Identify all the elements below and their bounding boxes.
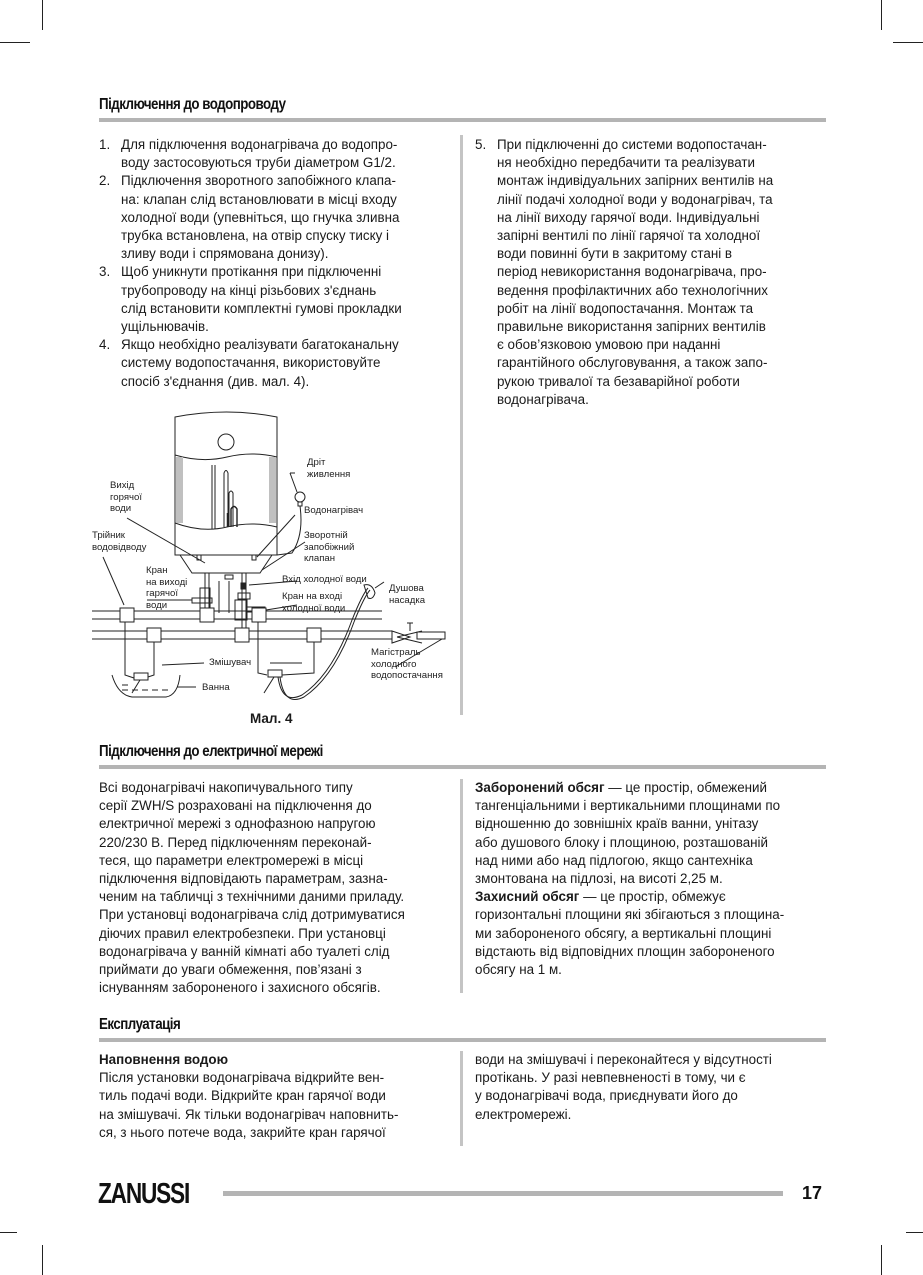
column-divider — [460, 779, 463, 993]
step-3: 3. Щоб уникнути протікання при підключенні трубопроводу на кінці різьбових з'єднань слід встановити комплектні гумові прокладки ущільнювачів. — [99, 264, 402, 335]
label-check-valve: Зворотній запобіжний клапан — [304, 530, 355, 564]
section-rule — [99, 765, 826, 769]
figure-caption: Мал. 4 — [250, 711, 293, 726]
step-1: 1. Для підключення водонагрівача до водопро- воду застосовуються труби діаметром G1/2. — [99, 137, 398, 171]
label-mixer: Змішувач — [209, 657, 252, 668]
column-divider — [460, 1051, 463, 1146]
crop-mark — [893, 42, 923, 43]
column-divider — [460, 135, 463, 715]
crop-mark — [0, 42, 30, 43]
label-shower: Душова насадка — [389, 583, 426, 606]
water-steps-left — [99, 136, 454, 391]
footer-rule — [223, 1191, 783, 1196]
operation-left-text: Наповнення водою Після установки водонагрівача відкрийте вен- тиль подачі води. Відкрийте кран гарячої води на змішувачі. Як тільки водонагрівач наповнить- ся, з нього потече вода, закрийте кран гарячої — [99, 1051, 454, 1142]
crop-mark — [906, 1232, 923, 1233]
forbidden-volume-definition: Заборонений обсяг — це простір, обмежений — [475, 780, 768, 795]
electric-left-text: Всі водонагрівачі накопичувального типу серії ZWH/S розраховані на підключення до електричної мережі з однофазною напругою 220/230 В. Перед підключенням переконай- теся, що параметри електромережі в місці підключення відповідають параметрам, зазна- ченим на табличці з технічними даними приладу. При установці водонагрівача слід дотримуватися діючих правил електробезпеки. При установці водонагрівача у ванній кімнаті або туалеті слід приймати до уваги обмеження, пов’язані з існуванням забороненого і захисного обсягів. — [99, 780, 405, 996]
label-power-wire: Дріт живлення — [307, 457, 351, 480]
crop-mark — [42, 0, 43, 30]
label-heater: Водонагрівач — [304, 505, 364, 516]
step-4: 4. Якщо необхідно реалізувати багатоканальну систему водопостачання, використовуйте спосіб з'єднання (див. мал. 4). — [99, 337, 399, 389]
operation-right-text: води на змішувачі і переконайтеся у відсутності протікань. У разі невпевненості в тому, чи є у водонагрівачі вода, приєднувати його до електромережі. — [475, 1052, 772, 1122]
water-heater-connection-diagram — [92, 405, 457, 705]
step-2: 2. Підключення зворотного запобіжного клапа- на: клапан слід встановлювати в місці входу холодної води (упевніться, що гнучка зливна трубка встановлена, на отвір спуску тиску і зливу води і спрямована донизу). — [99, 173, 400, 262]
label-hot-tap: Кран на виході гарячої води — [146, 565, 188, 611]
step-5: 5. При підключенні до системи водопостачан- ня необхідно передбачити та реалізувати монтаж індивідуальних запірних вентилів на лінії подачі холодної води у водонагрівач, та на лінії виходу гарячої води. Індивідуальні запірні вентилі по лінії гарячої та холодної води повинні бути в закритому стані в період невикористання водонагрівача, про- ведення профілактичних або технологічних робіт на лінії водопостачання. Монтаж та правильне використання запірних вентилів є обов’язковою умовою при наданні гарантійного обслуговування, а також запо- рукою тривалої та безаварійної роботи водонагрівача. — [475, 137, 774, 407]
section-rule — [99, 118, 826, 122]
crop-mark — [881, 0, 882, 30]
label-cold-inlet: Вхід холодної води — [282, 574, 367, 585]
label-main: Магістраль холодного водопостачання — [371, 647, 443, 681]
label-cold-tap: Кран на вході холодної води — [282, 591, 346, 614]
label-hot-outlet: Вихід горячої води — [110, 480, 143, 514]
protective-volume-definition: Захисний обсяг — це простір, обмежує — [475, 889, 726, 905]
operation-subtitle: Наповнення водою — [99, 1052, 229, 1067]
section-title-electric: Підключення до електричної мережі — [99, 743, 323, 760]
section-rule — [99, 1038, 826, 1042]
forbidden-volume-term: Заборонений обсяг — [475, 780, 605, 795]
label-tee: Трійник водовідводу — [92, 530, 147, 553]
section-title-water: Підключення до водопроводу — [99, 96, 286, 113]
water-steps-right — [475, 136, 830, 409]
protective-volume-term: Захисний обсяг — [475, 889, 580, 905]
crop-mark — [881, 1245, 882, 1275]
brand-logo: ZANUSSI — [98, 1178, 190, 1210]
label-bath: Ванна — [202, 682, 230, 693]
page-number: 17 — [802, 1183, 823, 1203]
section-title-operation: Експлуатація — [99, 1016, 181, 1033]
crop-mark — [42, 1245, 43, 1275]
crop-mark — [0, 1232, 17, 1233]
electric-right-text: Заборонений обсяг — це простір, обмежений тангенціальними і вертикальними площинами по відношенню до зовнішніх країв ванни, унітазу або душового блоку і площиною, розташованій над ними або над підлогою, якщо сантехніка змонтована на підлозі, на висоті 2,25 м. Захисний обсяг — це простір, обмежує горизонтальні площини які збігаються з площина- ми забороненого обсягу, а вертикальні площині відстають від відповідних площин забороненого обсягу на 1 м. — [475, 779, 830, 979]
